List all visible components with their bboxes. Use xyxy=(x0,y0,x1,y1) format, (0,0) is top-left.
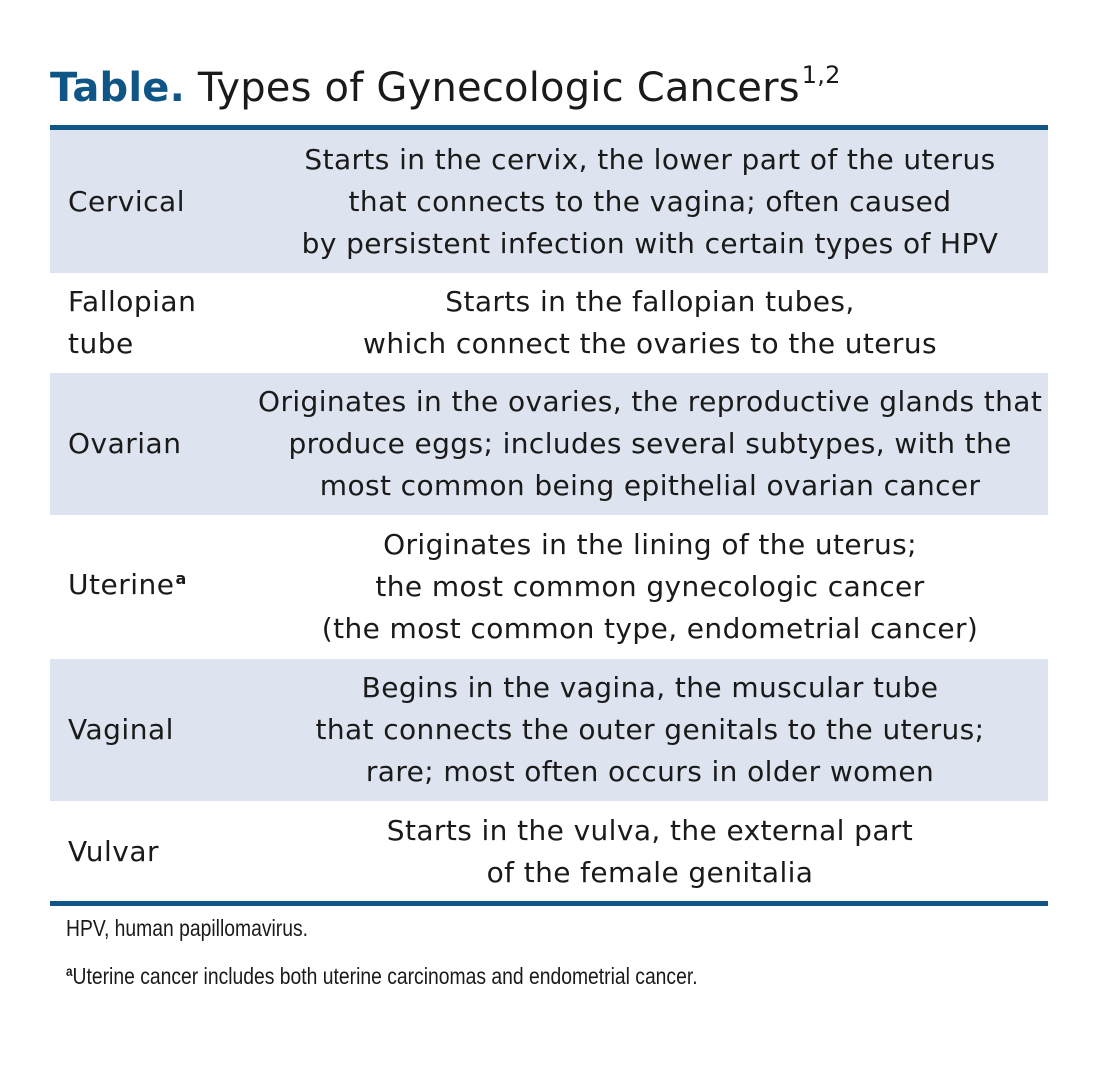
uterine-footnote xyxy=(66,956,698,1004)
description-line: which connect the ovaries to the uterus xyxy=(363,327,937,360)
cancer-type: Vaginal xyxy=(68,713,174,746)
description-line: that connects to the vagina; often caused xyxy=(348,184,952,218)
description-line: Begins in the vagina, the muscular tube xyxy=(361,671,939,704)
table-row xyxy=(50,273,1048,372)
cancer-type-label: Uterine xyxy=(68,568,175,601)
cancer-description xyxy=(258,667,1048,793)
footnote-marker: a xyxy=(66,963,73,979)
title-label: Table. xyxy=(50,65,185,111)
cancer-type xyxy=(50,564,258,610)
description-line: of the female genitalia xyxy=(486,855,814,889)
cancer-types-table xyxy=(50,125,1048,906)
title-reference: 1,2 xyxy=(801,61,841,89)
cancer-description xyxy=(258,381,1048,507)
title-text: Types of Gynecologic Cancers xyxy=(197,65,800,111)
table-footnotes xyxy=(66,908,698,1004)
description-line: that connects the outer genitals to the uterus; xyxy=(315,713,985,746)
cancer-type: Cervical xyxy=(68,184,185,218)
description-line: (the most common type, endometrial cancer) xyxy=(321,612,979,645)
cancer-type-line: tube xyxy=(68,327,134,360)
description-line: Starts in the fallopian tubes, xyxy=(445,285,855,318)
table-row xyxy=(50,130,1048,273)
abbreviation-note: HPV, human papillomavirus. xyxy=(66,915,308,941)
cancer-type-line: Fallopian xyxy=(68,285,197,318)
cancer-description xyxy=(258,281,1048,365)
table-title xyxy=(50,58,841,118)
description-line: produce eggs; includes several subtypes, with the xyxy=(288,427,1012,460)
cancer-type xyxy=(50,281,258,365)
cancer-type: Ovarian xyxy=(68,427,182,460)
table-row xyxy=(50,515,1048,658)
cancer-description xyxy=(258,524,1048,650)
description-line: Originates in the ovaries, the reproductive glands that xyxy=(258,385,1043,418)
description-line: most common being epithelial ovarian cancer xyxy=(319,469,981,502)
cancer-description xyxy=(258,139,1048,265)
description-line: Starts in the cervix, the lower part of the uterus xyxy=(304,142,996,176)
description-line: by persistent infection with certain types of HPV xyxy=(301,226,999,260)
description-line: the most common gynecologic cancer xyxy=(375,570,925,603)
table-row xyxy=(50,801,1048,901)
description-line: Originates in the lining of the uterus; xyxy=(383,528,917,561)
table-row xyxy=(50,372,1048,515)
description-line: rare; most often occurs in older women xyxy=(365,755,935,788)
footnote-text: Uterine cancer includes both uterine carcinomas and endometrial cancer. xyxy=(72,963,698,989)
table-row xyxy=(50,658,1048,801)
cancer-type: Vulvar xyxy=(68,834,160,868)
footnote-marker: a xyxy=(175,569,187,588)
cancer-description xyxy=(258,810,1048,894)
description-line: Starts in the vulva, the external part xyxy=(386,813,914,847)
